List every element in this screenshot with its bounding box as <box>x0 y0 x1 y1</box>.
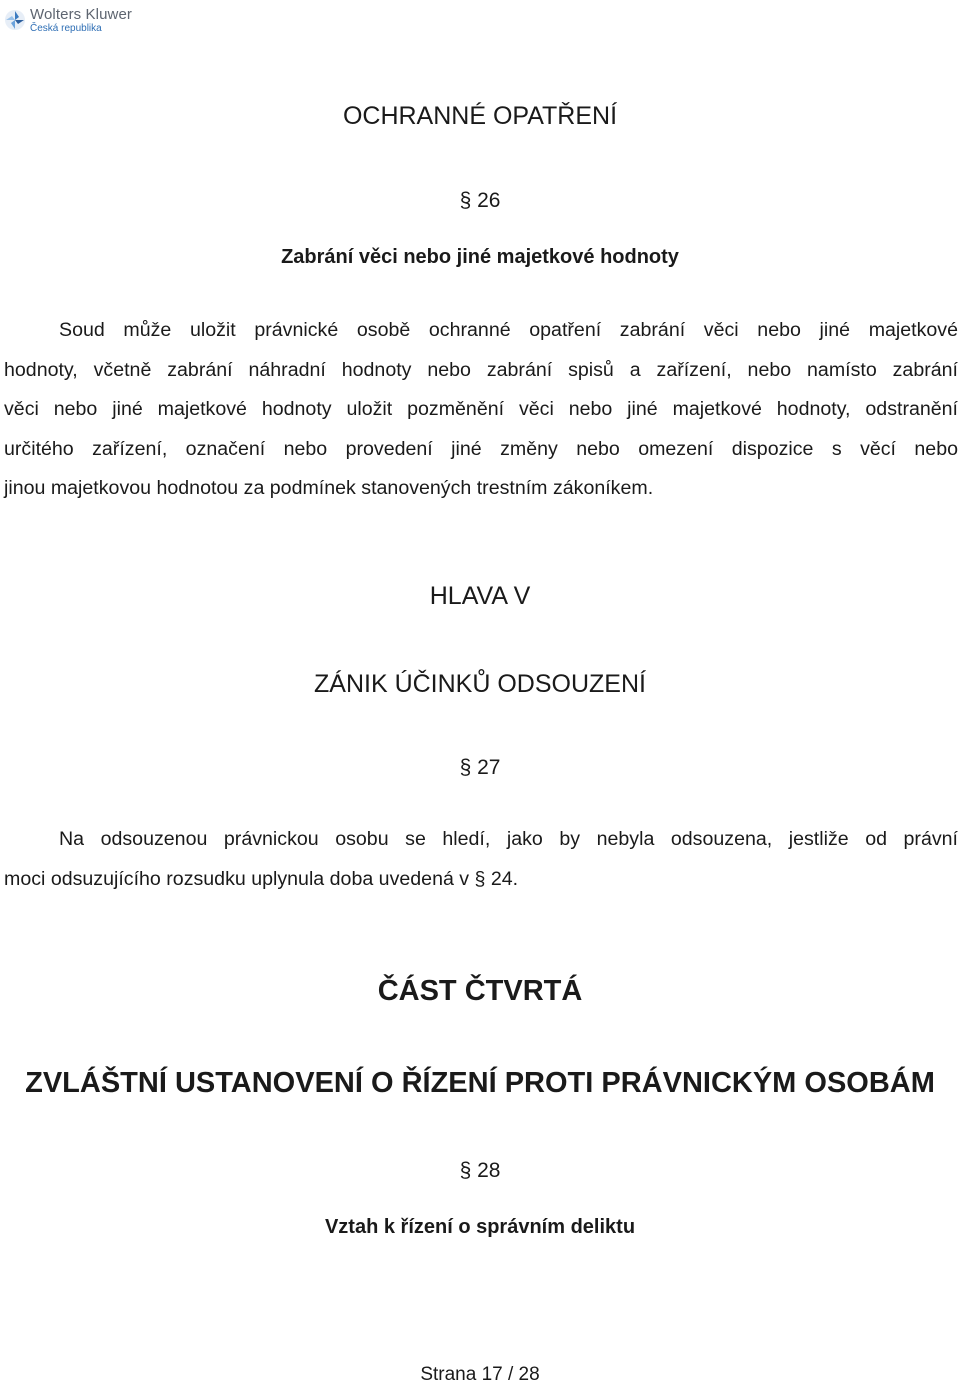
paragraph-number: § 27 <box>459 756 501 779</box>
publisher-logo <box>4 4 132 36</box>
paragraph-text <box>4 311 958 509</box>
paragraph-text <box>4 820 958 899</box>
text-line: věci nebo jiné majetkové hodnoty uložit pozměnění věci nebo jiné majetkové hodnoty, odstranění <box>4 398 958 420</box>
part-subtitle: ZVLÁŠTNÍ USTANOVENÍ O ŘÍZENÍ PROTI PRÁVNICKÝM OSOBÁM <box>25 1067 935 1099</box>
logo-country-text: Česká republika <box>30 22 102 34</box>
paragraph-number: § 28 <box>459 1159 501 1182</box>
section-title: OCHRANNÉ OPATŘENÍ <box>342 102 618 130</box>
text-line: Na odsouzenou právnickou osobu se hledí, jako by nebyla odsouzena, jestliže od právní <box>59 828 958 850</box>
chapter-title: HLAVA V <box>429 582 531 610</box>
text-line: moci odsuzujícího rozsudku uplynula doba uvedená v § 24. <box>4 867 519 890</box>
part-title: ČÁST ČTVRTÁ <box>377 975 583 1007</box>
wolters-kluwer-logo-icon <box>4 9 26 31</box>
text-line: jinou majetkovou hodnotou za podmínek stanovených trestním zákoníkem. <box>4 477 654 499</box>
text-line: hodnoty, včetně zabrání náhradní hodnoty nebo zabrání spisů a zařízení, nebo namísto zabrání <box>4 358 958 381</box>
paragraph-title: Vztah k řízení o správním deliktu <box>324 1216 636 1238</box>
text-line: Soud může uložit právnické osobě ochranné opatření zabrání věci nebo jiné majetkové <box>59 319 958 341</box>
text-line: určitého zařízení, označení nebo provedení jiné změny nebo omezení dispozice s věcí nebo <box>4 437 958 460</box>
page-number: Strana 17 / 28 <box>420 1364 540 1385</box>
paragraph-title: Zabrání věci nebo jiné majetkové hodnoty <box>281 246 679 268</box>
paragraph-number: § 26 <box>459 189 501 212</box>
logo-brand-text: Wolters Kluwer <box>30 5 132 23</box>
chapter-subtitle: ZÁNIK ÚČINKŮ ODSOUZENÍ <box>314 670 646 698</box>
